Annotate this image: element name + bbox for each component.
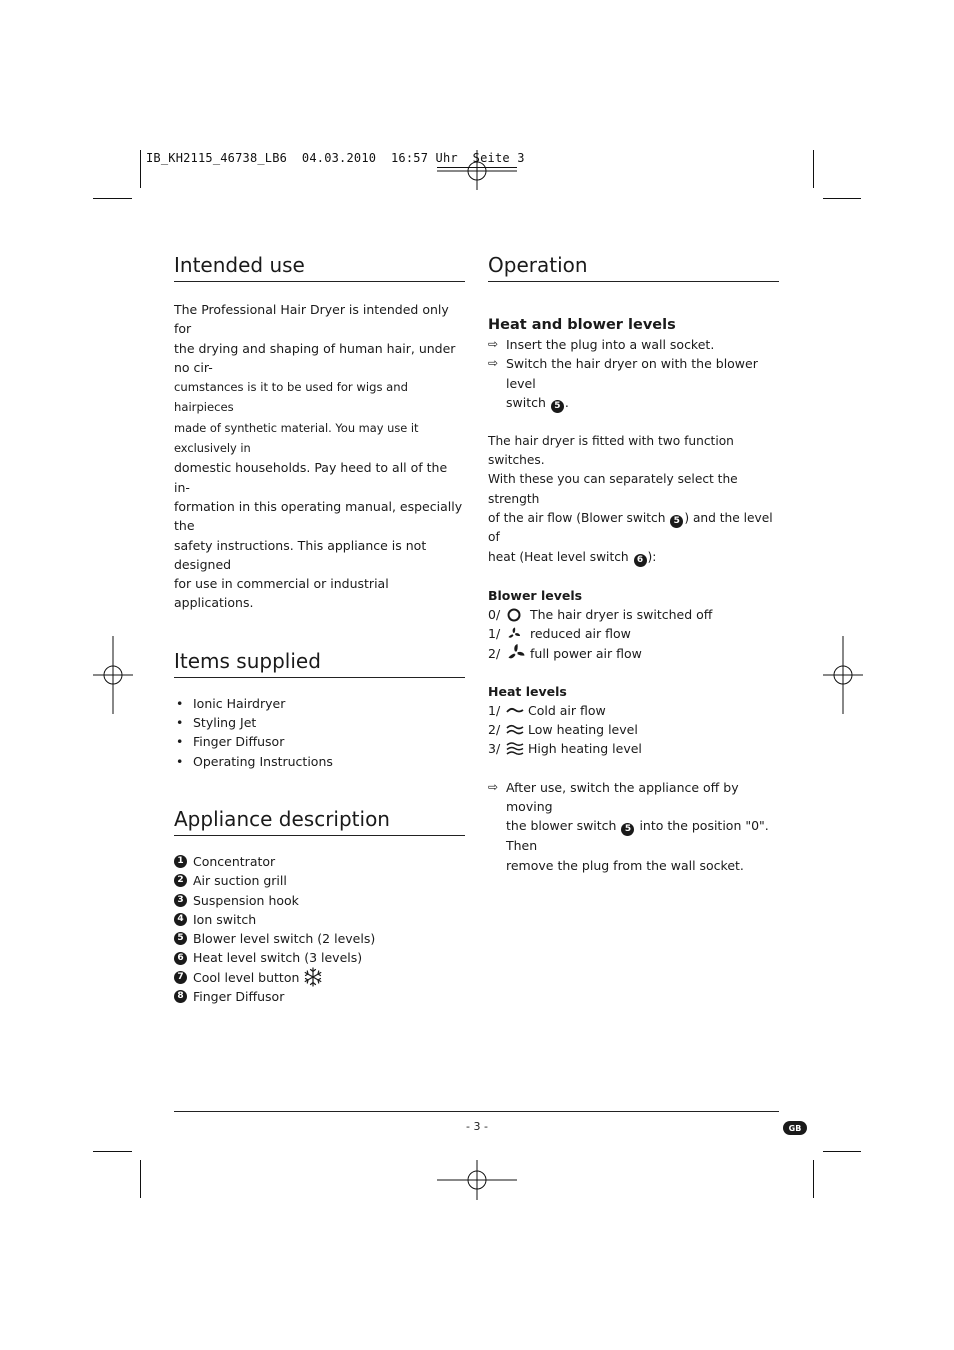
level-number: 2/ [488,645,501,661]
heat-levels-heading: Heat levels [488,683,567,699]
wave-2-icon [506,721,526,739]
registration-mark-bottom [437,1160,517,1200]
part-number-badge: 8 [174,990,187,1003]
appliance-parts-list [174,852,465,1006]
step-switch-off [488,778,779,875]
text-line: heat (Heat level switch [488,549,629,564]
text-line: of the air flow (Blower switch [488,511,666,526]
items-supplied-section [174,648,465,771]
part-number-badge: 6 [634,554,647,567]
items-supplied-heading: Items supplied [174,648,465,678]
part-number-badge: 3 [174,894,187,907]
level-number: 1/ [488,702,501,718]
part-number-badge: 5 [174,932,187,945]
operation-heading: Operation [488,252,779,282]
circle-off-icon [506,606,528,624]
part-number-badge: 5 [621,823,634,836]
crop-mark [813,150,814,188]
text-line: formation in this operating manual, especially the [174,498,463,534]
list-item [488,701,779,720]
level-label: full power air flow [530,645,642,661]
step-line: switch [506,394,546,410]
list-item: • Operating Instructions [174,752,465,771]
list-item [488,605,779,624]
arrow-right-icon: ⇨ [488,337,499,351]
step-line: remove the plug from the wall socket. [506,857,744,873]
level-label: High heating level [528,741,642,757]
list-item: • Finger Diffusor [174,732,465,751]
registration-mark-left [93,636,133,714]
crop-mark [823,198,861,199]
part-label: Air suction grill [193,873,287,889]
step-insert-plug [488,335,779,354]
snowflake-icon [303,967,323,987]
level-label: reduced air flow [530,626,631,642]
text-line: for use in commercial or industrial applications. [174,576,389,611]
list-item [174,852,465,871]
blower-levels-heading: Blower levels [488,587,583,603]
list-item [488,720,779,739]
arrow-right-icon: ⇨ [488,356,499,371]
intended-use-text [174,300,465,613]
arrow-right-icon: ⇨ [488,779,499,794]
crop-mark [140,150,141,188]
part-label: Finger Diffusor [193,989,285,1005]
step-line: into the position "0". Then [506,818,769,854]
list-item [174,987,465,1006]
text-line: safety instructions. This appliance is not designed [174,537,427,572]
step-switch-on [488,354,779,413]
part-label: Blower level switch (2 levels) [193,931,376,947]
wave-3-icon [506,740,526,758]
step-text: Insert the plug into a wall socket. [506,337,715,352]
list-item [488,739,779,758]
fan-large-icon [506,644,528,662]
appliance-description-section [174,806,465,1006]
right-column [488,252,779,875]
operation-section [488,252,779,875]
part-number-badge: 1 [174,855,187,868]
part-number-badge: 5 [551,400,564,413]
part-label: Ion switch [193,911,257,927]
level-number: 2/ [488,722,501,738]
text-line: The hair dryer is fitted with two function switches. [488,433,734,468]
list-item [174,968,465,987]
text-line: cumstances is it to be used for wigs and hairpieces [174,380,408,415]
list-item [174,871,465,890]
list-item [174,891,465,910]
part-number-badge: 2 [174,874,187,887]
fan-small-icon [506,625,528,643]
level-number: 3/ [488,741,501,757]
part-label: Concentrator [193,853,276,869]
level-label: The hair dryer is switched off [530,606,713,622]
list-item [174,910,465,929]
level-number: 1/ [488,626,501,642]
text-line: made of synthetic material. You may use it exclusively in [174,420,419,456]
text-line: ) and the level of [488,511,773,545]
wave-1-icon [506,702,526,720]
list-item: • Styling Jet [174,713,465,732]
part-label: Heat level switch (3 levels) [193,950,363,966]
level-label: Cold air flow [528,702,606,718]
heat-levels-list [488,701,779,759]
language-badge: GB [783,1121,807,1135]
text-line: the drying and shaping of human hair, under no cir- [174,340,456,375]
part-label: Cool level button [193,969,300,985]
registration-mark-top [437,150,517,190]
footer-rule [174,1111,779,1112]
step-line: Switch the hair dryer on with the blower level [506,356,758,391]
blower-levels-list [488,605,779,663]
crop-mark [813,1160,814,1198]
level-number: 0/ [488,606,501,622]
appliance-description-heading: Appliance description [174,806,465,836]
level-label: Low heating level [528,722,638,738]
registration-mark-right [823,636,863,714]
print-slug: IB_KH2115_46738_LB6 04.03.2010 16:57 Uhr Seite 3 [146,151,525,165]
step-line: the blower switch [506,818,617,834]
part-number-badge: 5 [670,515,683,528]
text-line: ): [647,549,657,564]
crop-mark [93,198,132,199]
text-line: domestic households. Pay heed to all of the in- [174,460,448,495]
crop-mark [93,1151,132,1152]
intended-use-section [174,252,465,613]
list-item [174,948,465,967]
step-text [506,778,779,875]
intended-use-heading: Intended use [174,252,465,282]
step-text: Switch the hair dryer on with the blower level switch 5 . [506,356,758,411]
crop-mark [140,1160,141,1198]
function-switches-text [488,432,779,567]
items-supplied-list [174,694,465,771]
text-line: The Professional Hair Dryer is intended only for [174,302,449,337]
list-item [488,644,779,663]
part-number-badge: 4 [174,913,187,926]
list-item [488,624,779,643]
crop-mark [823,1151,861,1152]
list-item: • Ionic Hairdryer [174,694,465,713]
text-line: With these you can separately select the strength [488,472,738,506]
part-number-badge: 6 [174,952,187,965]
part-number-badge: 7 [174,971,187,984]
heat-blower-levels-subheading: Heat and blower levels [488,317,676,333]
page-number: - 3 - [466,1120,488,1133]
part-label: Suspension hook [193,892,299,908]
left-column [174,252,465,1006]
step-line: After use, switch the appliance off by moving [506,779,739,815]
list-item [174,929,465,948]
